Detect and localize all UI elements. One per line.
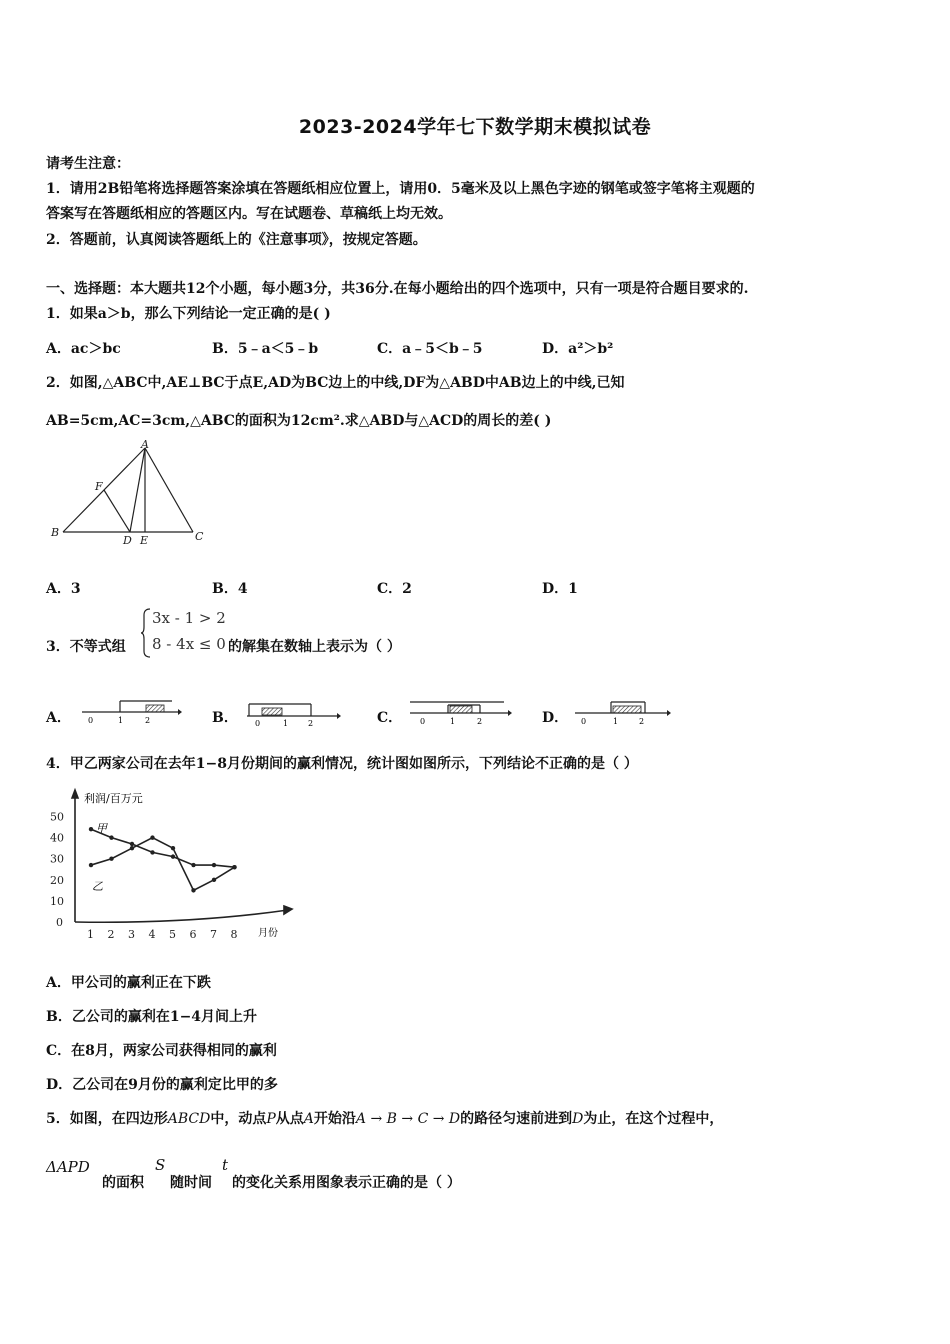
- tick-1: 1: [118, 716, 124, 725]
- q3-option-b: B．: [212, 710, 238, 726]
- q5-text-1: 5．如图，在四边形: [46, 1111, 168, 1127]
- x-tick-label: 5: [169, 928, 176, 941]
- x-tick-label: 3: [128, 928, 135, 941]
- triangle-figure: [45, 440, 215, 550]
- q3-system: [140, 607, 230, 659]
- series-label-yi: 乙: [92, 880, 103, 893]
- x-axis-arrow: [284, 906, 292, 914]
- q5-triangle-apd: ΔAPD: [46, 1158, 90, 1176]
- median-df: [104, 490, 130, 532]
- q5-text-9: 的变化关系用图象表示正确的是（ ）: [232, 1175, 461, 1191]
- data-point: [212, 863, 216, 867]
- x-tick-label: 4: [148, 928, 156, 941]
- q1-option-a: A．ac＞bc: [46, 341, 121, 357]
- notice-item-1b: 答案写在答题纸相应的答题区内。写在试题卷、草稿纸上均无效。: [46, 206, 452, 222]
- y-tick-label: 10: [50, 894, 64, 908]
- q2-option-d: D．1: [542, 581, 578, 597]
- data-point: [171, 854, 175, 858]
- label-f: F: [95, 480, 103, 493]
- data-point: [89, 863, 93, 867]
- q4-option-c: C．在8月，两家公司获得相同的赢利: [46, 1043, 277, 1059]
- tick-0: 0: [581, 717, 587, 726]
- tick-1: 1: [450, 717, 456, 726]
- data-point: [150, 835, 154, 839]
- q5-path: A → B → C → D: [355, 1111, 461, 1127]
- q5-text-6: 为止，在这个过程中，: [583, 1111, 724, 1127]
- q3-option-d: D．: [542, 710, 569, 726]
- notice-item-2: 2．答题前，认真阅读答题纸上的《注意事项》，按规定答题。: [46, 232, 427, 248]
- q3-numberline-d: [575, 696, 675, 726]
- q5-text-7: 的面积: [102, 1175, 144, 1191]
- data-point: [89, 827, 93, 831]
- tick-1: 1: [613, 717, 619, 726]
- q2-option-c: C．2: [377, 581, 412, 597]
- tick-1: 1: [283, 719, 289, 726]
- q5-text-8: 随时间: [170, 1175, 212, 1191]
- label-c: C: [195, 530, 204, 543]
- label-d: D: [123, 534, 132, 547]
- q3-option-c: C．: [377, 710, 403, 726]
- brace-icon: [140, 607, 152, 659]
- q5-text-5: 的路径匀速前进到: [460, 1111, 573, 1127]
- x-tick-label: 6: [189, 928, 197, 941]
- q3-prefix: 3．不等式组: [46, 639, 126, 655]
- q5-point-a: A: [303, 1111, 314, 1127]
- tick-2: 2: [639, 717, 645, 726]
- q3-numberline-b: [247, 696, 343, 726]
- y-tick-label: 30: [50, 852, 64, 866]
- y-axis-label: 利润/百万元: [84, 792, 143, 805]
- q5-text-4: 开始沿: [313, 1111, 356, 1127]
- q4-option-a: A．甲公司的赢利正在下跌: [46, 975, 211, 991]
- y-tick-label: 40: [50, 831, 64, 845]
- data-point: [212, 878, 216, 882]
- series-label-jia: 甲: [96, 822, 107, 835]
- q5-text-3: 从点: [275, 1111, 304, 1127]
- profit-line-chart: [40, 784, 300, 944]
- y-tick-label: 20: [50, 873, 64, 887]
- data-point: [232, 865, 236, 869]
- notice-item-1a: 1．请用2B铅笔将选择题答案涂填在答题纸相应位置上，请用0．5毫米及以上黑色字迹的钢笔或签字笔将主观题的: [46, 181, 755, 197]
- q2-stem-1: 2．如图,△ABC中,AE⊥BC于点E,AD为BC边上的中线,DF为△ABD中AB边上的中线,已知: [46, 375, 625, 391]
- q1-stem: 1．如果a＞b，那么下列结论一定正确的是( ): [46, 306, 331, 322]
- x-axis: [75, 910, 288, 922]
- page-title: 2023-2024学年七下数学期末模拟试卷: [298, 116, 652, 138]
- section-heading: 一、选择题：本大题共12个小题，每小题3分，共36分.在每小题给出的四个选项中，只有一项是符合题目要求的.: [46, 281, 749, 297]
- data-point: [130, 846, 134, 850]
- y-tick-label: 0: [56, 916, 63, 929]
- tick-2: 2: [477, 717, 483, 726]
- x-tick-label: 7: [210, 928, 217, 941]
- label-a: A: [141, 440, 149, 451]
- tick-0: 0: [420, 717, 426, 726]
- q4-stem: 4．甲乙两家公司在去年1−8月份期间的赢利情况，统计图如图所示，下列结论不正确的是（ ）: [46, 756, 638, 772]
- x-tick-label: 8: [230, 928, 238, 941]
- side-ac: [145, 448, 193, 532]
- q4-option-d: D．乙公司在9月份的赢利定比甲的多: [46, 1077, 278, 1093]
- data-point: [191, 863, 195, 867]
- tick-2: 2: [308, 719, 314, 726]
- q1-option-c: C．a﹣5＜b﹣5: [377, 341, 483, 357]
- q5-area-s: S: [155, 1156, 166, 1174]
- q5-text-2: 中，动点: [210, 1111, 267, 1127]
- q3-numberline-c: [410, 696, 514, 726]
- notice-heading: 请考生注意：: [46, 156, 130, 172]
- q3-inequality-1: 3x - 1 > 2: [152, 609, 226, 627]
- tick-0: 0: [255, 719, 261, 726]
- q4-option-b: B．乙公司的赢利在1−4月间上升: [46, 1009, 258, 1025]
- q5-point-p: P: [266, 1111, 276, 1127]
- data-point: [191, 888, 195, 892]
- data-point: [109, 835, 113, 839]
- q5-stem-1: [46, 1108, 723, 1128]
- q3-inequality-2: 8 - 4x ≤ 0: [152, 635, 226, 653]
- q5-point-d: D: [572, 1111, 584, 1127]
- q1-option-b: B．5﹣a＜5﹣b: [212, 341, 319, 357]
- q5-quad-abcd: ABCD: [167, 1111, 211, 1127]
- tick-2: 2: [145, 716, 151, 725]
- x-tick-label: 2: [107, 928, 115, 941]
- q3-suffix: 的解集在数轴上表示为（ ）: [228, 639, 401, 655]
- series-line-jia: [91, 829, 235, 867]
- q2-stem-2: AB=5cm,AC=3cm,△ABC的面积为12cm².求△ABD与△ACD的周长的差( ): [46, 413, 552, 429]
- tick-0: 0: [88, 716, 94, 725]
- x-axis-label: 月份: [258, 928, 278, 939]
- q1-option-d: D．a²＞b²: [542, 341, 614, 357]
- q2-option-a: A．3: [46, 581, 81, 597]
- label-e: E: [140, 534, 149, 547]
- data-point: [150, 850, 154, 854]
- q3-numberline-a: [82, 696, 182, 726]
- y-axis-arrow: [72, 790, 78, 798]
- label-b: B: [51, 526, 60, 539]
- data-point: [109, 857, 113, 861]
- data-point: [130, 842, 134, 846]
- y-tick-label: 50: [50, 810, 64, 824]
- x-tick-label: 1: [87, 928, 94, 941]
- q5-time-t: t: [222, 1156, 229, 1174]
- data-point: [171, 846, 175, 850]
- q3-option-a: A．: [46, 710, 71, 726]
- q2-option-b: B．4: [212, 581, 248, 597]
